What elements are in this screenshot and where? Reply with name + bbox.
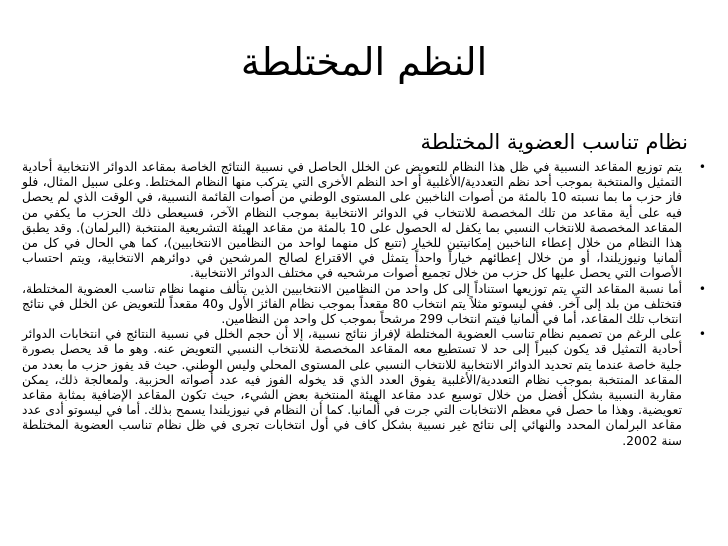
slide-subtitle: نظام تناسب العضوية المختلطة	[420, 130, 688, 154]
slide-title: النظم المختلطة	[240, 40, 488, 84]
bullet-icon: •	[698, 160, 706, 174]
bullet-paragraph-3	[22, 327, 710, 449]
paragraph-text: على الرغم من تصميم نظام تناسب العضوية المختلطة لإفراز نتائج نسبية، إلا أن حجم الخلل في نسبية النتائج في انتخابات الدوائر أحادية التمثيل قد يكون كبيراً إلى حد لا تستطيع معه المقاعد المخصصة للانتخاب النسبي التعويض عنه. وهو ما قد يحصل بصورة جلية خاصة عندما يتم تحديد الدوائر الانتخابية للانتخاب النسبي على المستوى المحلي وليس الوطني. حيث قد يفوز حزب ما بعدد من المقاعد المنتخبة بموجب نظام التعددية/الأغلبية يفوق العدد الذي قد يخوله الفوز فيه عدد أصواته الحزبية. ولمعالجة ذلك، يمكن مقاربة النسبية بشكل أفضل من خلال توسيع عدد مقاعد الهيئة المنتخبة بعض الشيء، حيث تكون المقاعد الإضافية بمثابة مقاعد تعويضية. وهذا ما حصل في معظم الانتخابات التي جرت في ألمانيا. كما أن النظام في نيوزيلندا يسمح بذلك. أما في ليسوتو أدى عدد مقاعد البرلمان المحدد والنهائي إلى نتائج غير نسبية بشكل كاف في أول انتخابات تجرى في ظل نظام تناسب العضوية المختلطة سنة 2002.	[22, 327, 682, 448]
paragraph-text: أما نسبة المقاعد التي يتم توزيعها استناداً إلى كل واحد من النظامين الانتخابيين الذين يتألف منهما نظام تناسب العضوية المختلطة، فتختلف من بلد إلى آخر. ففي ليسوتو مثلاً يتم انتخاب 80 مقعداً بموجب نظام الفائز الأول و40 مقعداً للتعويض عن الخلل في نتائج انتخاب تلك المقاعد، أما في ألمانيا فيتم انتخاب 299 مرشحاً بموجب كل واحد من النظامين.	[22, 281, 683, 327]
bullet-paragraph-2	[22, 282, 710, 328]
bullet-paragraph-1	[22, 160, 710, 282]
bullet-list	[22, 160, 710, 449]
bullet-icon: •	[698, 327, 706, 342]
paragraph-text: يتم توزيع المقاعد النسبية في ظل هذا النظام للتعويض عن الخلل الحاصل في نسبية النتائج الخاصة بمقاعد الدوائر الانتخابية أحادية التمثيل والمنتخبة بموجب أحد نظم التعددية/الأغلبية أو احد النظم الأخرى التي يتركب منها النظام المختلط. وعلى سبيل المثال، فلو فاز حزب ما بما نسبته 10 بالمئة من أصوات الناخبين على المستوى الوطني من أصوات القائمة النسبية، في الوقت الذي لم يحصل فيه على أية مقاعد من تلك المخصصة للانتخاب في الدوائر الانتخابية بموجب النظام الآخر، فسيعطى ذلك الحزب ما يكفي من المقاعد المخصصة للانتخاب النسبي بما يكفل له الحصول على 10 بالمئة من مقاعد الهيئة التشريعية المنتخبة (البرلمان). وقد يطبق هذا النظام من خلال إعطاء الناخبين إمكانيتين للخيار (تتبع كل منهما لواحد من النظامين الانتخابيين)، كما هي الحال في كل من ألمانيا ونيوزيلندا، أو من خلال إعطائهم خياراً واحداً يتمثل في الاقتراع لصالح المرشحين في دوائرهم الانتخابية، ويتم احتساب الأصوات التي يحصل عليها كل حزب من خلال تجميع أصوات مرشحيه في مختلف الدوائر الانتخابية.	[22, 160, 682, 281]
bullet-icon: •	[698, 281, 706, 296]
